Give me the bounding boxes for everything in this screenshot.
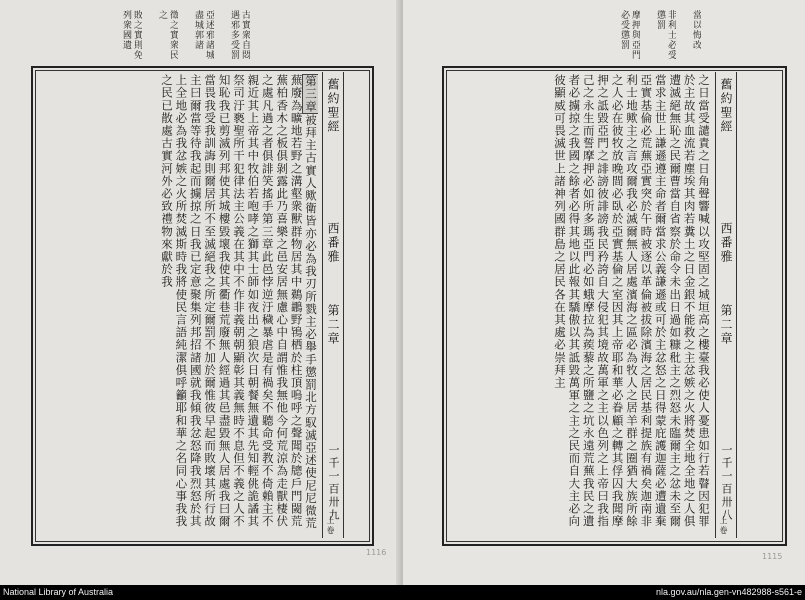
left-body-text <box>50 74 318 536</box>
right-margin-notes <box>618 10 701 60</box>
right-body-paragraph: 之日當受譴責之日角聲響喊以攻堅固之城垣高之樓臺我必使人憂患如行若瞽因犯罪於主故其血流若塵埃其肉若糞土之日金銀不能救之主忿嫉之火將焚全地全地之人俱遭滅絕無恥之民爾曹當自省察於命令未出日過如糠秕主之烈怒未臨爾主之忿未至爾當求主世上謙遜遵主命者爾當求公義謙遜或可於主忿怒之日得蒙庇護迦薩必遭遺棄亞實基倫必荒蕪亞實突於午時被逐以革倫被拔除濱海之居民基利提族有禍矣迦南非利士地歟主之言攻爾我必滅爾無人居處濱海之區必為牧人之居羊群之圈猶大族所餘之人必在彼牧放晚間必臥於亞實基倫之室因其上帝耶和華必眷顧之轉其俘囚我聞摩押之詆毀亞門之誹謗彼誹謗我民矜誇自大侵犯其境故萬軍之主以色列之上帝曰我指己之永生而誓摩押必如所多瑪亞門必如蛾摩拉為蒺藜之所鹽之坑永遠荒蕪我民之遺者必擄掠之我國之餘者必得其地以此報其驕傲以其詆毀萬軍之主之民而自大主必向彼顯威可畏滅世上諸神列國群島之居民各在其處必崇拜主 <box>552 74 711 528</box>
footer-bar <box>0 585 805 600</box>
margin-note: 敗之實則免列衆國遺 <box>121 10 142 60</box>
margin-note: 當以悔改 <box>691 10 701 50</box>
chapter-highlight: 第三章 <box>304 75 318 113</box>
pencil-mark: 1116 <box>366 548 387 557</box>
book-name: 西番雅 <box>326 222 340 264</box>
margin-note: 非利士必受懲罰 <box>655 10 676 60</box>
left-body-paragraph: 被拜主古實人歟衛皆亦必為我刃所戮主必舉手懲罰北方馭滅亞述使尼尼微荒蕪廢為曠地若野之溝壑衆獸群物居其中鵜鶘野鴇栖於柱頂嗚呼之聲聞於牕戶門閾荒蕪柏香木之板俱剝露此乃喜樂之邑安居無慮心中自謂惟我無他今何荒涼為走獸棲伏之處凡過之者俱誹笑搖手第三章此邑悖逆汙穢暴虐是有禍矣不聽命受教不倚賴主不親近其上帝其中牧伯若咆哮之獅其士師如夜出之狼次日朝餐無遺其先知輕佻詭譎其祭司汙褻聖所干犯律法主公義在其中不作非義朝朝顯彰其義無時不息但不義之人不知恥我已剪滅列邦使其城樓毀壞我使其衢巷荒廢無人經過其邑盡毀無人居處我曰爾當畏我受我訓誨則爾居所不至滅絕我之所定爾罰不加於爾惟彼早起而敗壞其所行故主曰爾當等待我起而擄掠之日我已定意聚集列邦招諸國就我傾我忿怒降我烈怒於其上全地必為我忿嫉之火所焚滅斯時我將使民言語純潔俱呼籲耶和華之名同心事我我之民已散處古實河外必致禮物來獻於我 <box>159 74 318 530</box>
running-title: 舊約聖經 <box>326 78 340 134</box>
footer-library-name: National Library of Australia <box>3 587 114 597</box>
left-margin-notes <box>120 10 250 60</box>
footer-record-url[interactable]: nla.gov.au/nla.gen-vn482988-s561-e <box>656 587 802 597</box>
right-body-text <box>465 74 711 536</box>
right-page <box>403 0 805 585</box>
margin-note: 古實衆自悶遇邪多受罰 <box>229 10 250 60</box>
pencil-mark: 1115 <box>762 552 783 561</box>
book-name: 西番雅 <box>719 222 733 264</box>
margin-note: 亞述邪諸城盡城郭諸 <box>193 10 214 60</box>
page-number: 一千一百卅八 <box>720 444 733 522</box>
chapter-label: 第二章 <box>326 304 340 346</box>
running-title: 舊約聖經 <box>719 78 733 134</box>
margin-note: 徵之實衆民之 <box>157 10 178 60</box>
chapter-label: 第二章 <box>719 304 733 346</box>
side-mark: 上卷 <box>326 516 335 536</box>
left-page <box>0 0 402 585</box>
side-mark: 上卷 <box>719 516 728 536</box>
margin-note: 摩押與亞門必受懲罰 <box>619 10 640 60</box>
page-number: 一千一百卅九 <box>327 444 340 522</box>
right-heading-column <box>715 72 737 538</box>
left-heading-column <box>322 72 344 538</box>
